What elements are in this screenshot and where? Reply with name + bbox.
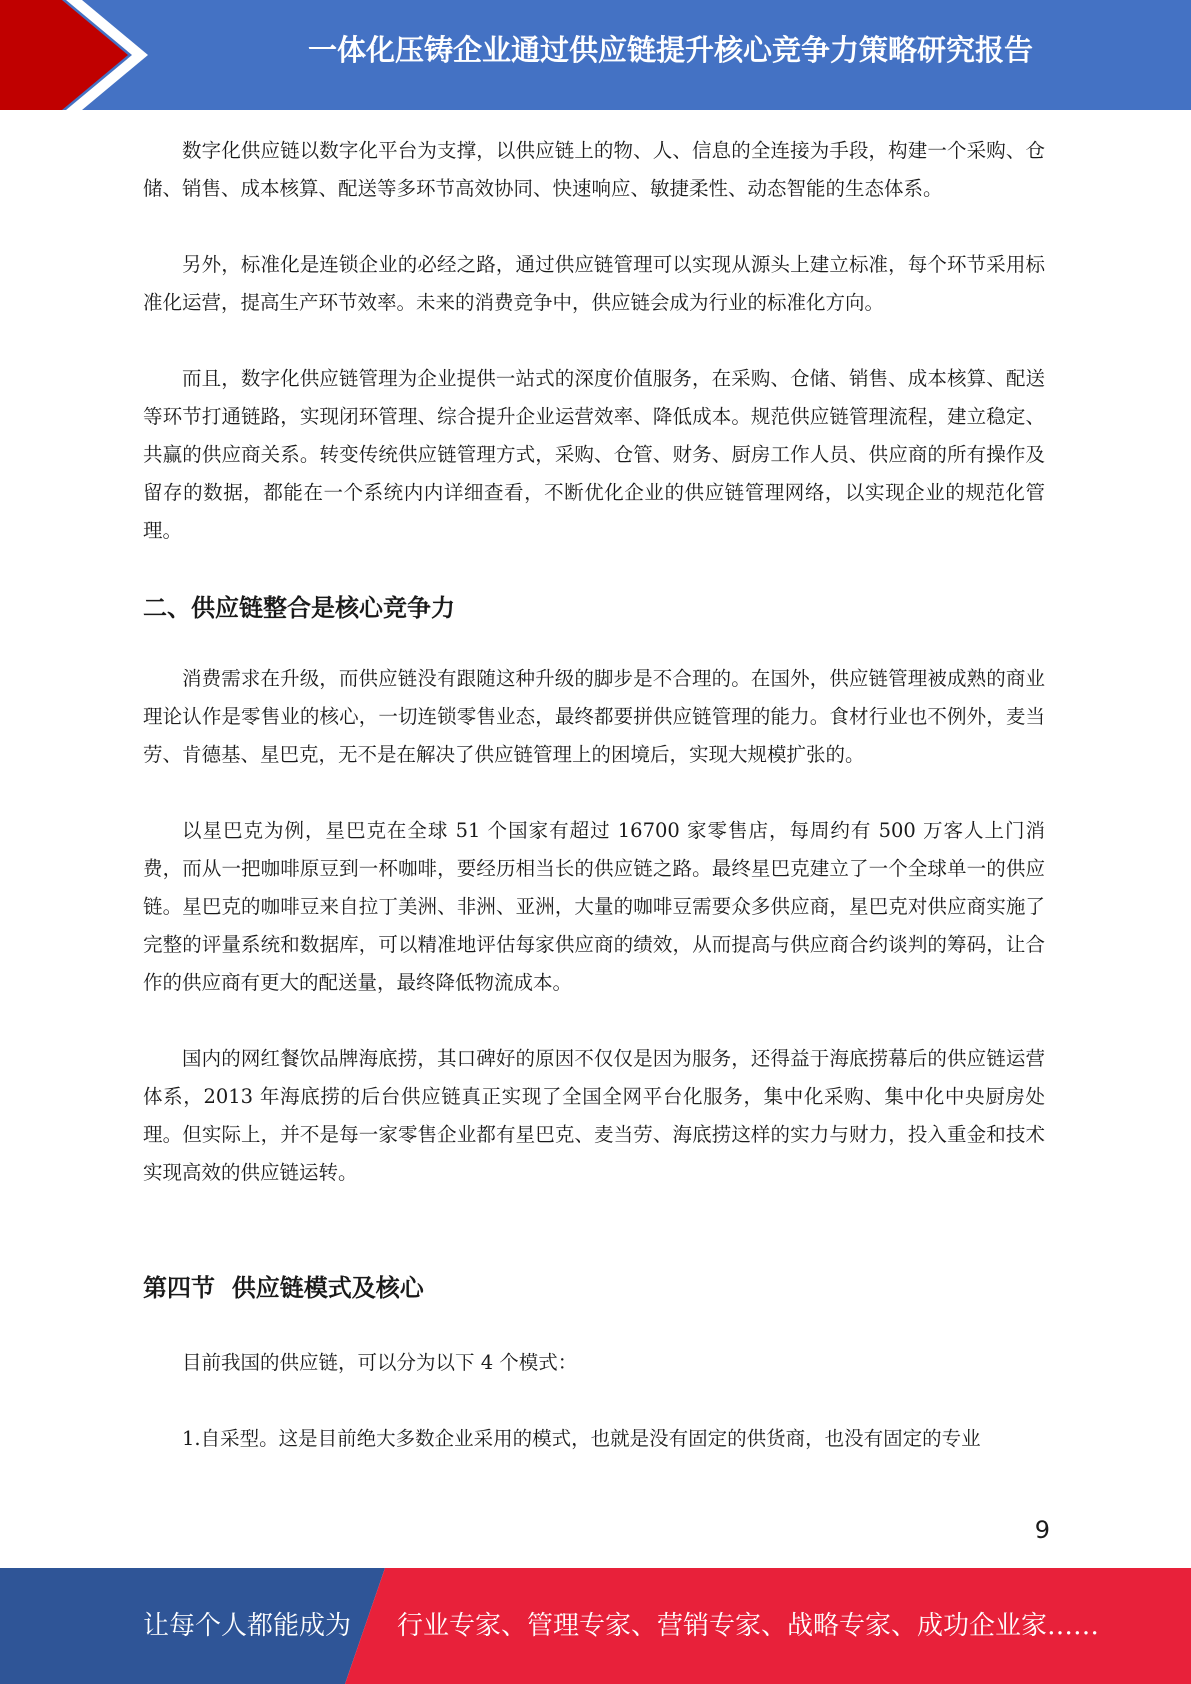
footer-slogan-left: 让每个人都能成为 <box>143 1611 352 1641</box>
document-body <box>143 132 1045 1458</box>
header-arrow-decoration <box>0 0 150 110</box>
page-footer <box>0 1568 1191 1684</box>
paragraph: 目前我国的供应链，可以分为以下 4 个模式： <box>182 1351 578 1374</box>
paragraph: 而且，数字化供应链管理为企业提供一站式的深度价值服务，在采购、仓储、销售、成本核算、配送等环节打通链路，实现闭环管理、综合提升企业运营效率、降低成本。规范供应链管理流程，建立稳定、共赢的供应商关系。转变传统供应链管理方式，采购、仓管、财务、厨房工作人员、供应商的所有操作及留存的数据，都能在一个系统内内详细查看，不断优化企业的供应链管理网络，以实现企业的规范化管理。 <box>143 367 1045 542</box>
paragraph: 数字化供应链以数字化平台为支撑，以供应链上的物、人、信息的全连接为手段，构建一个采购、仓储、销售、成本核算、配送等多环节高效协同、快速响应、敏捷柔性、动态智能的生态体系。 <box>143 139 1045 200</box>
section-heading: 二、供应链整合是核心竞争力 <box>143 594 455 622</box>
page-header <box>0 0 1191 110</box>
paragraph: 以星巴克为例，星巴克在全球 51 个国家有超过 16700 家零售店，每周约有 500 万客人上门消费，而从一把咖啡原豆到一杯咖啡，要经历相当长的供应链之路。最终星巴克建立了一个全球单一的供应链。星巴克的咖啡豆来自拉丁美洲、非洲、亚洲，大量的咖啡豆需要众多供应商，星巴克对供应商实施了完整的评量系统和数据库，可以精准地评估每家供应商的绩效，从而提高与供应商合约谈判的筹码，让合作的供应商有更大的配送量，最终降低物流成本。 <box>143 819 1045 994</box>
list-item-paragraph: 1.自采型。这是目前绝大多数企业采用的模式，也就是没有固定的供货商，也没有固定的专业 <box>182 1427 981 1450</box>
paragraph: 消费需求在升级，而供应链没有跟随这种升级的脚步是不合理的。在国外，供应链管理被成熟的商业理论认作是零售业的核心，一切连锁零售业态，最终都要拼供应链管理的能力。食材行业也不例外，麦当劳、肯德基、星巴克，无不是在解决了供应链管理上的困境后，实现大规模扩张的。 <box>143 667 1045 766</box>
paragraph: 国内的网红餐饮品牌海底捞，其口碑好的原因不仅仅是因为服务，还得益于海底捞幕后的供应链运营体系，2013 年海底捞的后台供应链真正实现了全国全网平台化服务，集中化采购、集中化中央厨房处理。但实际上，并不是每一家零售企业都有星巴克、麦当劳、海底捞这样的实力与财力，投入重金和技术实现高效的供应链运转。 <box>143 1047 1045 1184</box>
page-number: 9 <box>1034 1516 1050 1544</box>
chapter-section-heading: 第四节 供应链模式及核心 <box>143 1274 424 1302</box>
footer-slogan-right: 行业专家、管理专家、营销专家、战略专家、成功企业家…… <box>397 1611 1100 1641</box>
paragraph: 另外，标准化是连锁企业的必经之路，通过供应链管理可以实现从源头上建立标准，每个环节采用标准化运营，提高生产环节效率。未来的消费竞争中，供应链会成为行业的标准化方向。 <box>143 253 1045 314</box>
report-title: 一体化压铸企业通过供应链提升核心竞争力策略研究报告 <box>307 33 1033 67</box>
